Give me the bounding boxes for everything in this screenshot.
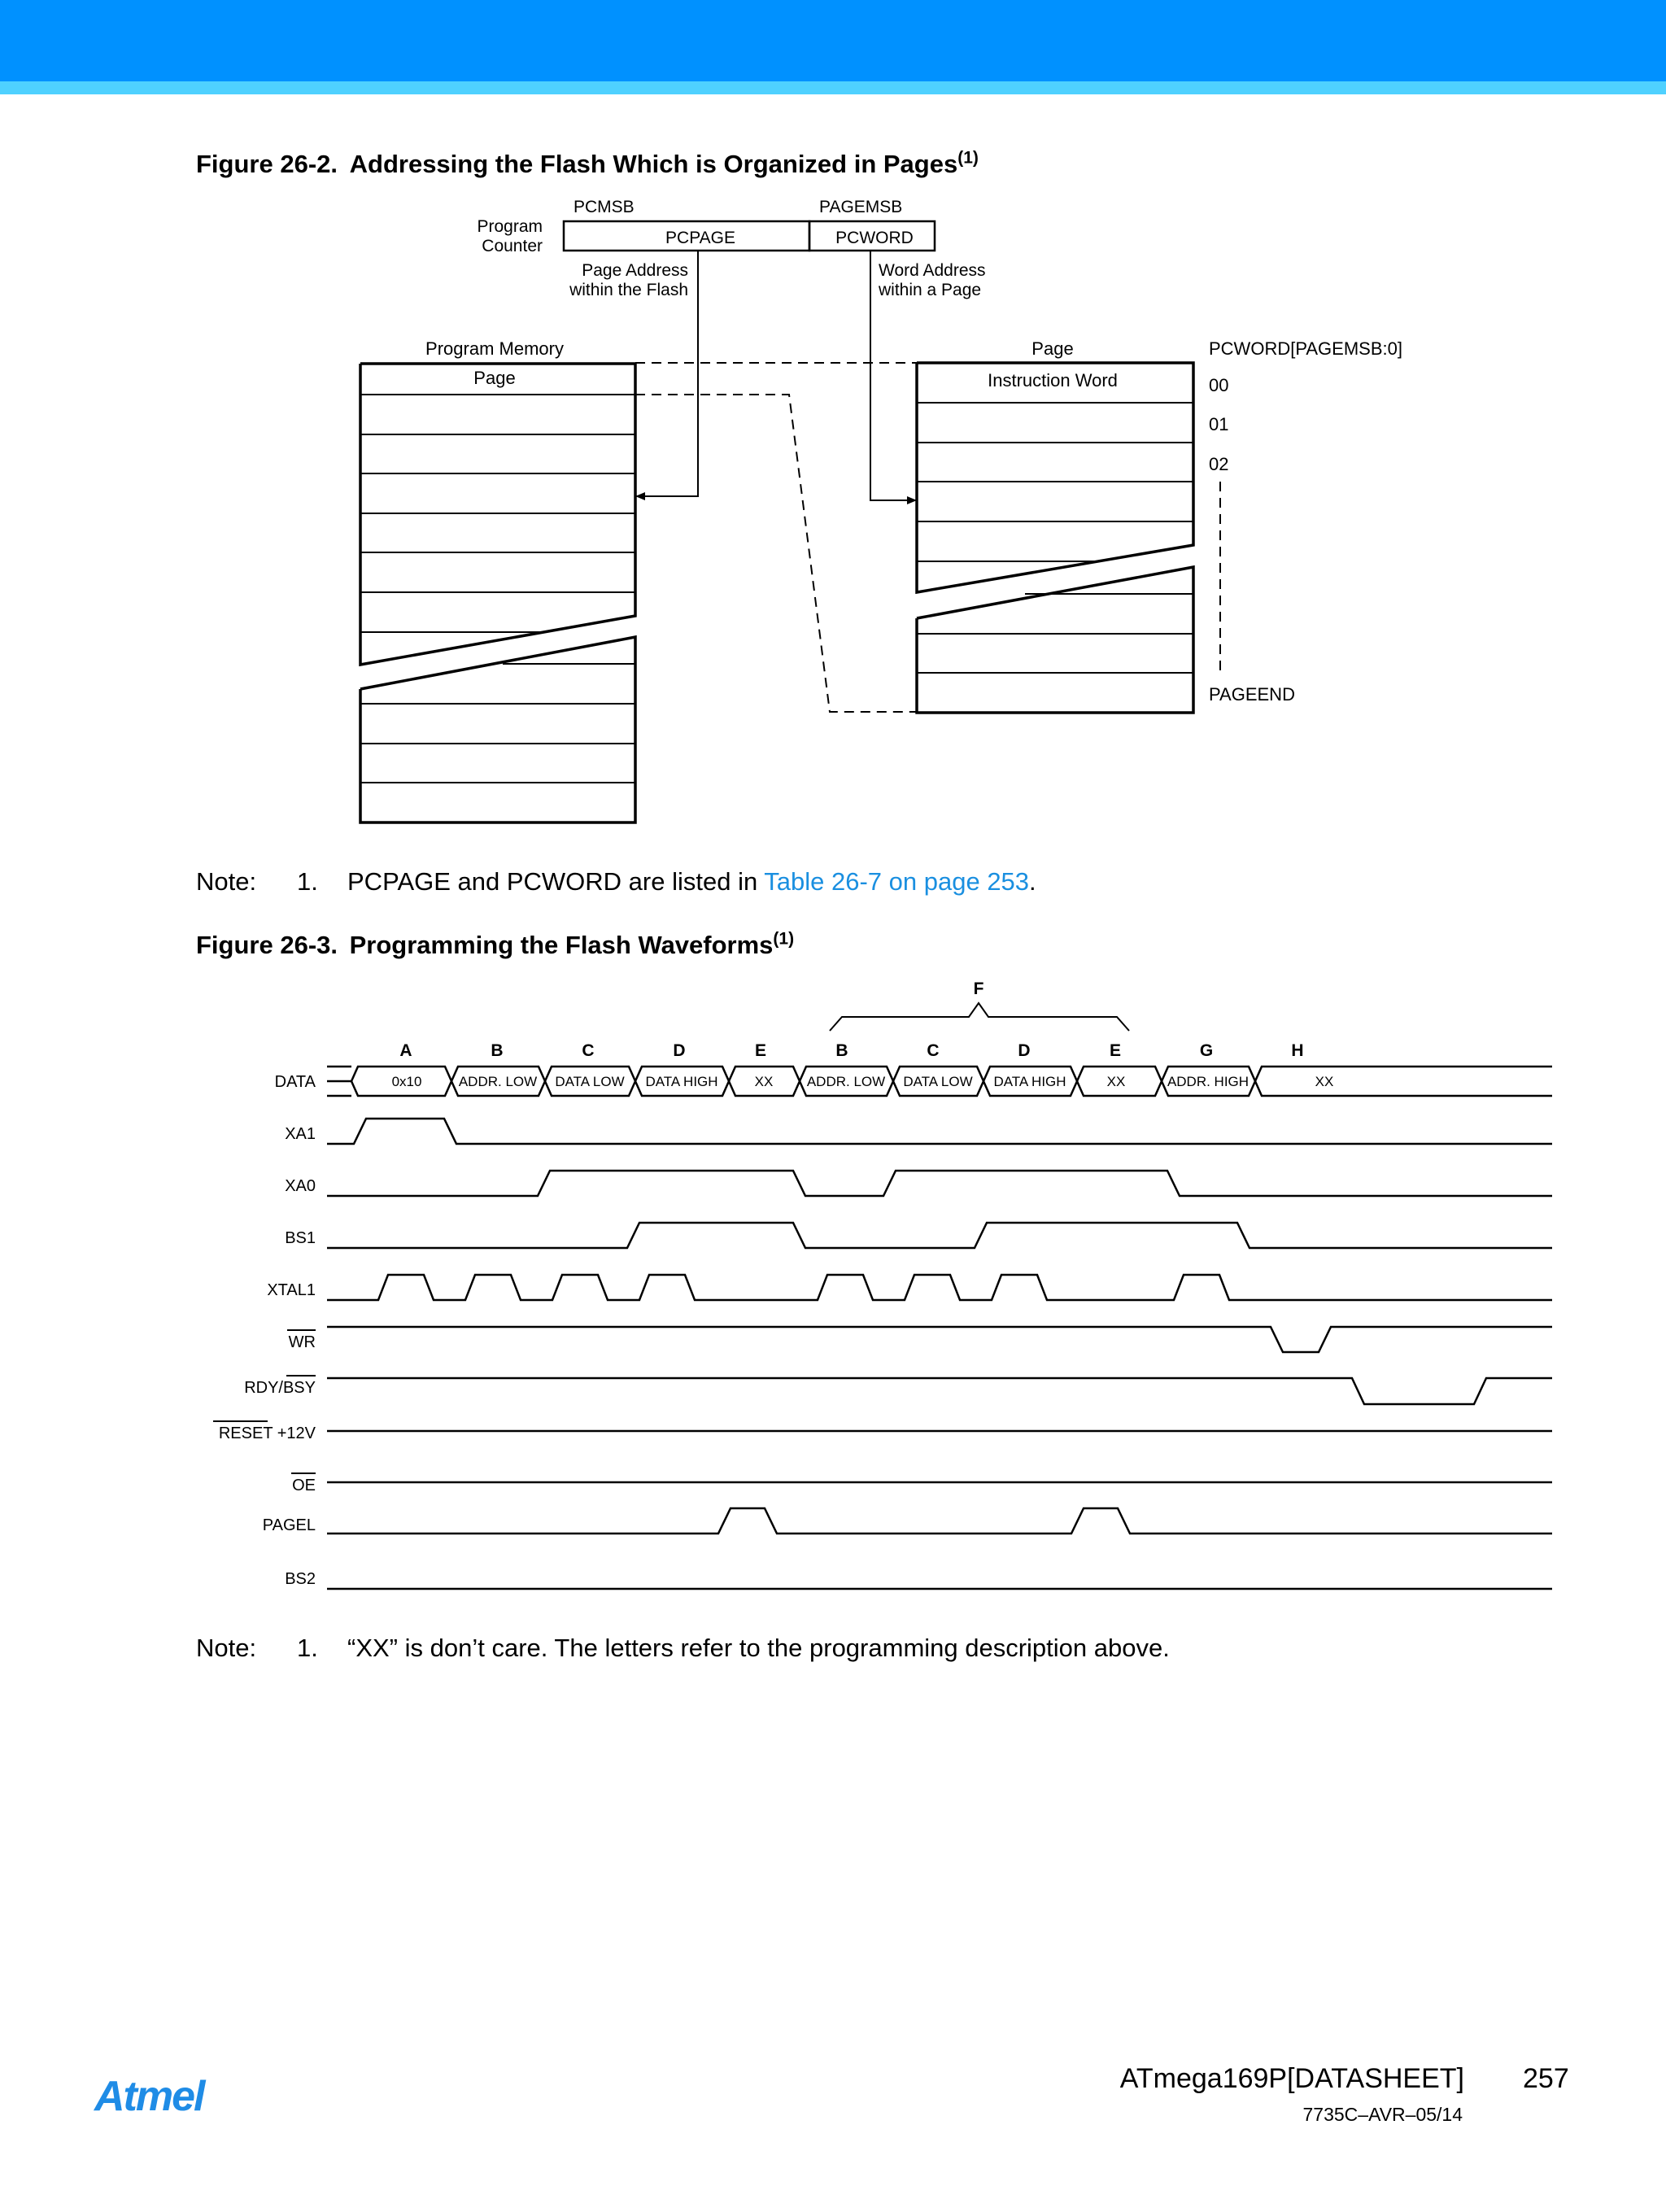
instruction-word-label: Instruction Word: [988, 370, 1118, 390]
pcpage-label: PCPAGE: [665, 229, 735, 247]
data-value: DATA HIGH: [993, 1074, 1066, 1089]
row-00-label: 00: [1209, 375, 1229, 395]
word-address-label-2: within a Page: [879, 281, 982, 299]
page-address-label-1: Page Address: [582, 261, 688, 280]
phase-letter: D: [1018, 1041, 1031, 1060]
figure-title-text: Programming the Flash Waveforms: [349, 931, 774, 959]
word-address-label-1: Word Address: [879, 261, 986, 280]
signal-label-wr: WR: [288, 1333, 316, 1351]
data-value: 0x10: [391, 1074, 422, 1089]
data-value: ADDR. HIGH: [1167, 1074, 1250, 1089]
pcmsb-label: PCMSB: [574, 198, 635, 216]
pagel-wave: [327, 1508, 1552, 1534]
table-link[interactable]: Table 26-7 on page 253: [764, 867, 1030, 896]
data-value: XX: [1106, 1074, 1126, 1089]
note-text: “XX” is don’t care. The letters refer to the programming description above.: [347, 1634, 1170, 1662]
logo-text: Atmel: [94, 2073, 204, 2120]
signal-label-xa1: XA1: [285, 1125, 316, 1143]
signal-label-pagel: PAGEL: [262, 1516, 316, 1534]
data-value: XX: [1315, 1074, 1334, 1089]
phase-letter: B: [835, 1041, 848, 1060]
figure-number: Figure 26-2.: [196, 150, 338, 178]
figure-number: Figure 26-3.: [196, 931, 338, 959]
phase-letter: E: [754, 1041, 767, 1060]
signal-label-xtal1: XTAL1: [267, 1281, 316, 1299]
phase-letter: G: [1199, 1041, 1214, 1060]
data-value: DATA HIGH: [645, 1074, 718, 1089]
figure-title-text: Addressing the Flash Which is Organized in Pages: [349, 150, 958, 178]
data-value: ADDR. LOW: [458, 1074, 538, 1089]
note-number: 1.: [297, 1634, 318, 1662]
note-text-before: PCPAGE and PCWORD are listed in: [347, 867, 765, 896]
page-address-label-2: within the Flash: [569, 281, 688, 299]
note-2: [196, 1634, 1335, 1666]
signal-label-bs1: BS1: [285, 1229, 316, 1247]
note-text-after: .: [1029, 867, 1036, 896]
phase-letter: C: [582, 1041, 595, 1060]
phase-letter: E: [1109, 1041, 1122, 1060]
phase-letter: A: [399, 1041, 412, 1060]
signal-label-data: DATA: [274, 1073, 316, 1091]
phase-letter: B: [491, 1041, 504, 1060]
page-title-label: Page: [1031, 338, 1074, 359]
data-value: DATA LOW: [555, 1074, 625, 1089]
footnote-ref: (1): [773, 929, 795, 949]
xa0-wave: [327, 1171, 1552, 1196]
footer-page-number: 257: [1523, 2063, 1569, 2094]
program-counter-label-1: Program: [477, 217, 543, 236]
phase-letter: D: [673, 1041, 686, 1060]
phase-letter: C: [927, 1041, 940, 1060]
footer-doc-code: 7735C–AVR–05/14: [1302, 2104, 1463, 2125]
signal-label-reset: RESET +12V: [218, 1424, 316, 1442]
xa1-wave: [327, 1119, 1552, 1144]
row-02-label: 02: [1209, 454, 1229, 474]
signal-label-bs2: BS2: [285, 1570, 316, 1588]
pageend-label: PAGEEND: [1209, 684, 1295, 705]
xtal1-wave: [327, 1275, 1552, 1300]
brace-label: F: [973, 979, 984, 998]
footer-doc-title: ATmega169P[DATASHEET]: [1119, 2063, 1464, 2094]
program-memory-label: Program Memory: [425, 338, 564, 359]
brace: [830, 1003, 1129, 1031]
program-counter-label-2: Counter: [482, 237, 543, 255]
pagemsb-label: PAGEMSB: [819, 198, 903, 216]
note-label: Note:: [196, 867, 257, 896]
data-value: ADDR. LOW: [806, 1074, 886, 1089]
signal-label-oe: OE: [292, 1477, 316, 1494]
pcword-range-label: PCWORD[PAGEMSB:0]: [1209, 338, 1402, 359]
signal-label-xa0: XA0: [285, 1177, 316, 1195]
data-value: DATA LOW: [903, 1074, 973, 1089]
page-in-memory-label: Page: [473, 368, 516, 388]
note-label: Note:: [196, 1634, 257, 1662]
atmel-logo: [93, 2073, 247, 2122]
rdy-bsy-wave: [327, 1378, 1552, 1404]
footnote-ref: (1): [957, 148, 979, 168]
note-number: 1.: [297, 867, 318, 896]
signal-label-rdy-bsy: RDY/BSY: [244, 1379, 316, 1397]
wr-wave: [327, 1327, 1552, 1352]
bs1-wave: [327, 1223, 1552, 1248]
pcword-label: PCWORD: [835, 229, 914, 247]
data-value: XX: [754, 1074, 774, 1089]
row-01-label: 01: [1209, 414, 1229, 434]
phase-letter: H: [1291, 1041, 1304, 1060]
